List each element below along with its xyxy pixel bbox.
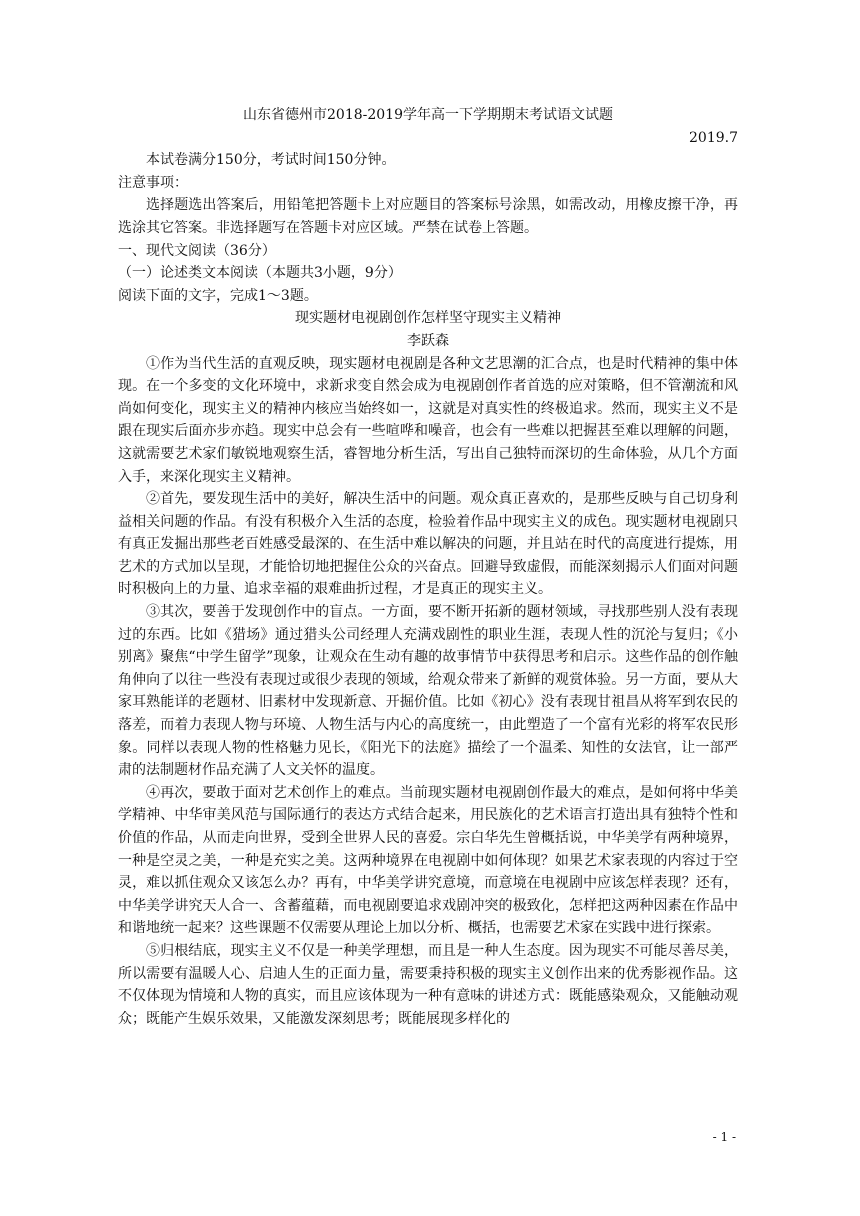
section-heading: 一、现代文阅读（36分） [118, 242, 276, 259]
page-number: - 1 - [712, 1130, 736, 1144]
page-content [118, 104, 738, 1030]
article-paragraph: ①作为当代生活的直观反映，现实题材电视剧是各种文艺思潮的汇合点，也是时代精神的集中体现。在一个多变的文化环境中，求新求变自然会成为电视剧创作者首选的应对策略，但不管潮流和风尚如何变化，现实主义的精神内核应当始终如一，这就是对真实性的终极追求。然而，现实主义不是跟在现实后面亦步亦趋。现实中总会有一些喧哗和噪音，也会有一些难以把握甚至难以理解的问题，这就需要艺术家们敏锐地观察生活，睿智地分析生活，写出自己独特而深切的生命体验，从几个方面入手，来深化现实主义精神。 [118, 355, 738, 485]
article-author: 李跃森 [407, 332, 449, 349]
notice-heading: 注意事项： [118, 174, 188, 191]
article-paragraph: ②首先，要发现生活中的美好，解决生活中的问题。观众真正喜欢的，是那些反映与自己切身利益相关问题的作品。有没有积极介入生活的态度，检验着作品中现实主义的成色。现实题材电视剧只有真正发掘出那些老百姓感受最深的、在生活中难以解决的问题，并且站在时代的高度进行提炼，用艺术的方式加以呈现，才能恰切地把握住公众的兴奋点。回避导致虚假，而能深刻揭示人们面对问题时积极向上的力量、追求幸福的艰难曲折过程，才是真正的现实主义。 [118, 491, 738, 598]
article-paragraph: ⑤归根结底，现实主义不仅是一种美学理想，而且是一种人生态度。因为现实不可能尽善尽美，所以需要有温暖人心、启迪人生的正面力量，需要秉持积极的现实主义创作出来的优秀影视作品。这不仅体现为情境和人物的真实，而且应该体现为一种有意味的讲述方式：既能感染观众，又能触动观众；既能产生娱乐效果，又能激发深刻思考；既能展现多样化的 [118, 942, 738, 1027]
article-title: 现实题材电视剧创作怎样坚守现实主义精神 [295, 310, 561, 327]
score-note: 本试卷满分150分，考试时间150分钟。 [146, 152, 396, 169]
subsection-heading: （一）论述类文本阅读（本题共3小题，9分） [118, 265, 402, 282]
reading-instruction: 阅读下面的文字，完成1～3题。 [118, 287, 318, 304]
exam-title: 山东省德州市2018-2019学年高一下学期期末考试语文试题 [243, 107, 613, 123]
notice-text: 选择题选出答案后，用铅笔把答题卡上对应题目的答案标号涂黑，如需改动，用橡皮擦干净，再选涂其它答案。非选择题写在答题卡对应区域。严禁在试卷上答题。 [118, 197, 738, 236]
exam-date: 2019.7 [689, 129, 738, 146]
article-paragraph: ④再次，要敢于面对艺术创作上的难点。当前现实题材电视剧创作最大的难点，是如何将中华美学精神、中华审美风范与国际通行的表达方式结合起来，用民族化的艺术语言打造出具有独特个性和价值的作品，从而走向世界，受到全世界人民的喜爱。宗白华先生曾概括说，中华美学有两种境界，一种是空灵之美，一种是充实之美。这两种境界在电视剧中如何体现？如果艺术家表现的内容过于空灵，难以抓住观众又该怎么办？再有，中华美学讲究意境，而意境在电视剧中应该怎样表现？还有，中华美学讲究天人合一、含蓄蕴藉，而电视剧要追求戏剧冲突的极致化，怎样把这两种因素在作品中和谐地统一起来？这些课题不仅需要从理论上加以分析、概括，也需要艺术家在实践中进行探索。 [118, 784, 738, 937]
article-paragraph: ③其次，要善于发现创作中的盲点。一方面，要不断开拓新的题材领域，寻找那些别人没有表现过的东西。比如《猎场》通过猎头公司经理人充满戏剧性的职业生涯，表现人性的沉沦与复归；《小别离》聚焦“中学生留学”现象，让观众在生动有趣的故事情节中获得思考和启示。这些作品的创作触角伸向了以往一些没有表现过或很少表现的领域，给观众带来了新鲜的观赏体验。另一方面，要从大家耳熟能详的老题材、旧素材中发现新意、开掘价值。比如《初心》没有表现甘祖昌从将军到农民的落差，而着力表现人物与环境、人物生活与内心的高度统一，由此塑造了一个富有光彩的将军农民形象。同样以表现人物的性格魅力见长，《阳光下的法庭》描绘了一个温柔、知性的女法官，让一部严肃的法制题材作品充满了人文关怀的温度。 [118, 604, 738, 779]
